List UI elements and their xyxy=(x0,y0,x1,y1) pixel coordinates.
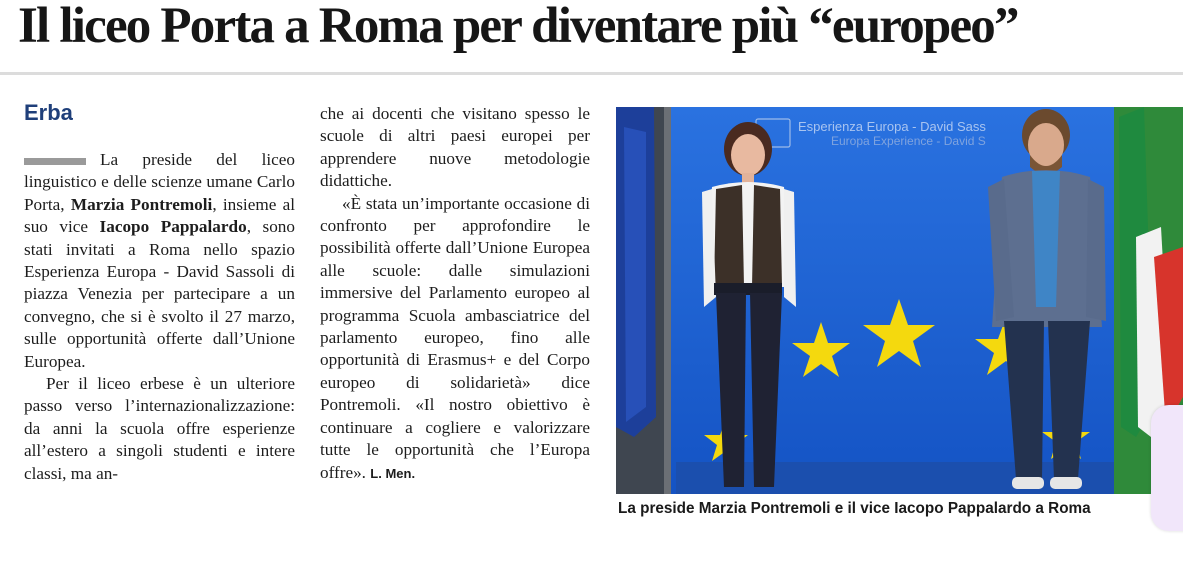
article-column-2 xyxy=(320,103,590,485)
headline-rule xyxy=(0,72,1183,75)
paragraph-2: Per il liceo erbese è un ulteriore passo verso l’internazionalizzazione: da anni la scuola offre esperienze all’estero a singoli studenti e intere classi, ma an- xyxy=(24,374,295,483)
text-run: , insieme al suo vice xyxy=(24,194,295,237)
photo-illustration xyxy=(616,107,1183,494)
section-kicker: Erba xyxy=(24,100,73,125)
lead-bar xyxy=(24,158,86,165)
text-run: , sono stati invitati a Roma nello spazio Esperienza Europa - David Sassoli di piazza Venezia per partecipare a un convegno, che si è svolto il 27 marzo, sulle opportunità offerte dall’Unione Europea. xyxy=(24,217,295,371)
byline: L. Men. xyxy=(370,465,416,481)
sign-line-2: Europa Experience - David S xyxy=(831,134,986,148)
photo-caption: La preside Marzia Pontremoli e il vice Iacopo Pappalardo a Roma xyxy=(618,500,1091,517)
name-pontremoli: Marzia Pontremoli xyxy=(70,194,213,214)
side-panel-tab[interactable] xyxy=(1151,405,1183,531)
paragraph-4 xyxy=(320,193,590,485)
paragraph-3: che ai docenti che visitano spesso le scuole di altri paesi europei per apprendere nuove metodologie didattiche. xyxy=(320,104,590,191)
article-column-1 xyxy=(24,149,295,485)
quote-text: «È stata un’importante occasione di confronto per approfondire le possibilità offerte dall’Unione Europea alle scuole: dalle simulazioni immersive del Parlamento europeo al programma Scuola ambasciatrice del parlamento europeo, fino alle opportunità di Erasmus+ e del Corpo europeo di solidarietà» dice Pontremoli. «Il nostro obiettivo è continuare a cogliere e valorizzare tutte le opportunità che l’Europa offre». xyxy=(320,193,590,482)
article-photo xyxy=(616,107,1183,494)
headline: Il liceo Porta a Roma per diventare più “europeo” xyxy=(18,0,1018,54)
sign-line-1: Esperienza Europa - David Sass xyxy=(798,119,986,134)
name-pappalardo: Iacopo Pappalardo xyxy=(99,217,247,237)
text-run: La preside del liceo linguistico e delle scienze umane Carlo Porta, xyxy=(24,150,295,214)
paragraph-1 xyxy=(24,149,295,373)
